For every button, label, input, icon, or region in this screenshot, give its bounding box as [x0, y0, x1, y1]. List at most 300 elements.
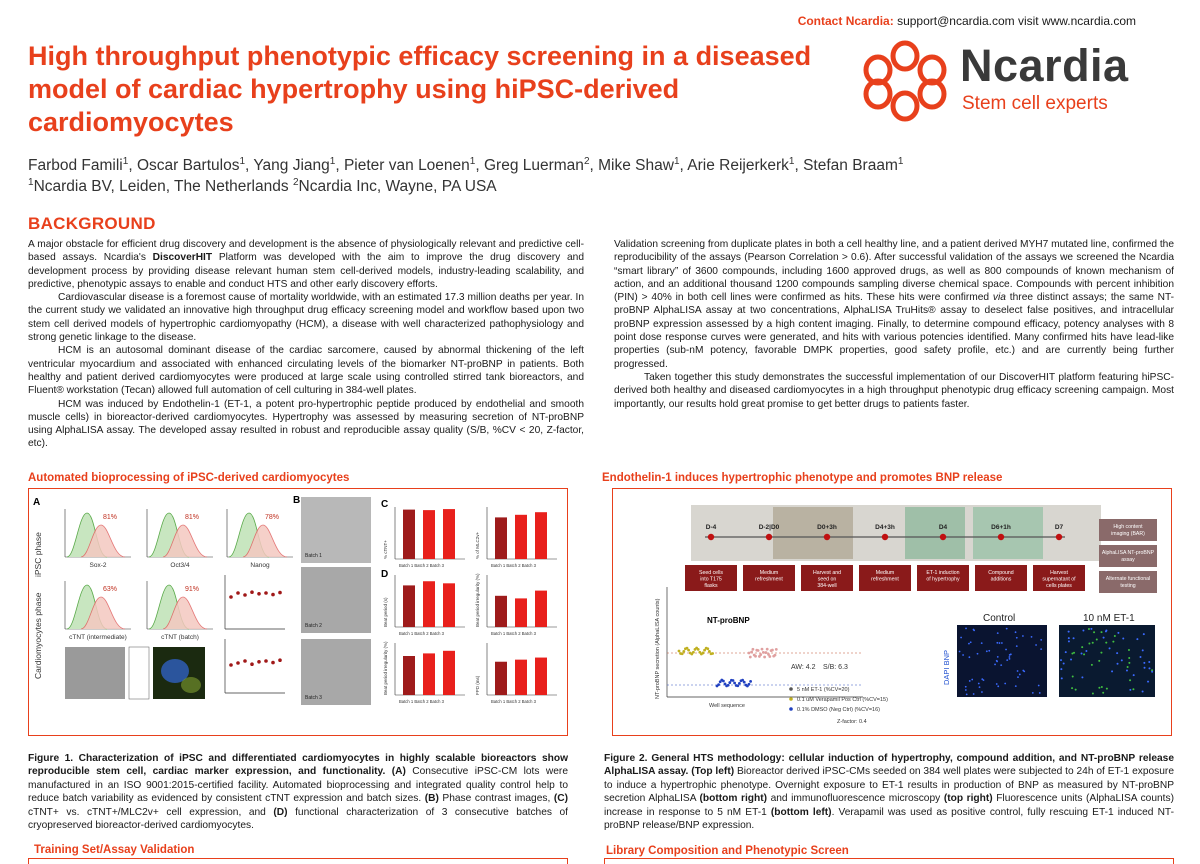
fluor-dot-et1: [1075, 689, 1077, 691]
bold-text: (bottom left): [770, 806, 832, 818]
bar-chart: [383, 575, 465, 636]
fluor-dot-et1: [1100, 652, 1102, 654]
background-left-column: [28, 238, 584, 451]
scatter-point: [257, 660, 261, 664]
bar-chart-xticks: Batch 1 Batch 2 Batch 3: [399, 631, 444, 636]
fluor-dot-control: [986, 650, 988, 652]
figure1-heading: Automated bioprocessing of iPSC-derived cardiomyocytes: [28, 472, 350, 484]
fluor-dot-et1: [1082, 629, 1084, 631]
fluor-dot-et1: [1105, 642, 1107, 644]
plot-point-dmso: [749, 680, 752, 683]
text-run: A major obstacle for efficient drug discovery and development is the absence of physiologically relevant and predictive cell-based assays. Ncardia's: [28, 239, 584, 264]
text-run: Bioreactor derived iPSC-CMs seeded on 384 well plates were subjected to 24h of ET-1 exposure to induce a hypertrophic phenotype. Overnight exposure to ET-1 results in production of BNP as measured by NT-proBNP secretion AlphaLISA: [604, 766, 1174, 805]
fluor-dot-et1: [1143, 633, 1145, 635]
fluor-dot-et1: [1098, 687, 1100, 689]
plot-point-verapamil: [678, 650, 681, 653]
text-run: Taken together this study demonstrates the successful implementation of our DiscoverHIT platform featuring hiPSC-derived both healthy and diseased cardiomyocytes in a high throughput phenotypic drug efficacy screening campaign. Most importantly, our results hold great promise to get better drugs to patients faster.: [614, 371, 1174, 410]
plot-point-verapamil: [706, 647, 709, 650]
fig2-readout-boxes: [1099, 519, 1157, 593]
fluor-dot-et1: [1142, 649, 1144, 651]
fluor-dot-et1: [1109, 647, 1111, 649]
fluor-dot-et1: [1129, 679, 1131, 681]
fluor-dot-control: [1008, 656, 1010, 658]
fluor-dot-et1: [1121, 659, 1123, 661]
fluor-dot-et1: [1091, 664, 1093, 666]
plot-point-et1: [754, 655, 757, 658]
fluor-dot-et1: [1148, 667, 1150, 669]
affiliation-sup: 2: [292, 176, 299, 188]
library-section-title: Library Composition and Phenotypic Screen: [606, 845, 849, 857]
timeline-step-text: ET-1 induction: [926, 570, 960, 576]
plot-point-et1: [750, 651, 753, 654]
plot-point-et1: [763, 656, 766, 659]
fluor-dot-et1: [1143, 662, 1145, 664]
fluor-dot-control: [1001, 642, 1003, 644]
affiliation-text: Ncardia BV, Leiden, The Netherlands: [33, 178, 289, 195]
fluor-dot-control: [997, 632, 999, 634]
fluor-dot-et1: [1070, 659, 1072, 661]
flow-label: Sox-2: [89, 562, 107, 569]
fluor-dot-et1: [1098, 660, 1100, 662]
plot-point-dmso: [736, 684, 739, 687]
timeline-dot: [708, 534, 714, 540]
fig2-stat-sb: S/B: 6.3: [823, 664, 848, 671]
fluor-dot-control: [977, 653, 979, 655]
fig1-mini-chart: [129, 647, 149, 699]
author-sup: 1: [329, 155, 336, 167]
fluor-dot-et1: [1132, 688, 1134, 690]
fluor-dot-et1: [1139, 656, 1141, 658]
bar: [403, 656, 415, 695]
figure2-panel: [612, 488, 1172, 736]
fluor-dot-control: [997, 656, 999, 658]
fluor-dot-control: [1006, 628, 1008, 630]
bar-chart-ylabel: % of MLC2v+: [475, 531, 480, 559]
poster-title: High throughput phenotypic efficacy screening in a diseased model of cardiac hypertrophy using hiPSC-derived cardiomyocytes: [28, 41, 812, 137]
training-section-title: Training Set/Assay Validation: [34, 844, 195, 856]
timeline-step-text: Harvest and: [813, 570, 841, 576]
fluor-dot-et1: [1101, 686, 1103, 688]
bar: [423, 653, 435, 695]
bar: [423, 581, 435, 627]
plot-point-dmso: [743, 681, 746, 684]
timeline-step-text: 384-well: [817, 583, 837, 589]
plot-point-dmso: [728, 681, 731, 684]
fluor-dot-et1: [1117, 663, 1119, 665]
timeline-day: D-4: [705, 524, 717, 531]
bar: [495, 596, 507, 627]
bar: [535, 512, 547, 559]
author-sup: 1: [673, 155, 680, 167]
timeline-step-text: Seed cells: [699, 570, 723, 576]
timeline-day: D4: [938, 524, 948, 531]
flow-histogram: [147, 509, 213, 569]
fluor-dot-control: [1005, 649, 1007, 651]
timeline-step-text: supernatant of: [1042, 576, 1076, 583]
background-paragraph: [28, 398, 584, 451]
bar-chart-xticks: Batch 1 Batch 2 Batch 3: [399, 699, 444, 704]
scatter-point: [236, 661, 240, 665]
bar: [443, 583, 455, 627]
caption-title: Figure 1. Characterization of iPSC and differentiated cardiomyocytes in highly scalable bioreactors show reproducible stem cell, cardiac marker expression, and functionality.: [28, 753, 568, 778]
fluor-dot-control: [962, 654, 964, 656]
fig2-stat-zfactor: Z-factor: 0.4: [837, 719, 867, 725]
plot-point-verapamil: [682, 650, 685, 653]
timeline-dot: [998, 534, 1004, 540]
plot-point-dmso: [738, 682, 741, 685]
plot-point-et1: [765, 651, 768, 654]
plot-point-et1: [748, 652, 751, 655]
affiliations: [28, 178, 497, 196]
fluor-dot-et1: [1088, 628, 1090, 630]
text-run: Phase contrast images,: [438, 793, 554, 805]
scatter-point: [264, 591, 268, 595]
plot-point-et1: [768, 655, 771, 658]
bar: [403, 585, 415, 627]
fig2-plot-xlabel: Well sequence: [709, 703, 745, 709]
bar: [443, 651, 455, 695]
timeline-dot: [1056, 534, 1062, 540]
readout-text: High content: [1113, 524, 1143, 530]
fluor-dot-et1: [1068, 631, 1070, 633]
italic-text: via: [992, 292, 1006, 304]
fig2-image-control: [957, 625, 1047, 697]
author-name: Arie Reijerkerk: [687, 157, 789, 174]
fluor-dot-et1: [1092, 692, 1094, 694]
fluor-dot-et1: [1081, 676, 1083, 678]
background-heading: BACKGROUND: [28, 214, 156, 233]
phase-contrast-batch-label: Batch 3: [305, 695, 322, 701]
fig1-panel-label-d: D: [381, 569, 389, 580]
bar-chart-xticks: Batch 1 Batch 2 Batch 3: [491, 699, 536, 704]
flow-histogram: [147, 581, 213, 641]
fluor-dot-control: [968, 643, 970, 645]
readout-text: imaging (BAR): [1111, 531, 1145, 537]
fluor-dot-et1: [1105, 630, 1107, 632]
fluor-dot-et1: [1071, 687, 1073, 689]
fig2-plot-ylabel: NT-proBNP secretion (AlphaLISA counts): [655, 598, 661, 699]
timeline-step-text: additions: [990, 576, 1012, 583]
fluor-dot-et1: [1102, 692, 1104, 694]
author-name: Farbod Famili: [28, 157, 123, 174]
flow-percent: 63%: [102, 586, 117, 593]
text-run: Validation screening from duplicate plates in both a cell healthy line, and a patient derived MYH7 mutated line, confirmed the reproducibility of the assays (Pearson Correlation > 0.6). After successful validation of the assays we screened the Ncardia “smart library” of 3600 compounds, including 1600 approved drugs, as well as 800 compounds of known mechanism of action, and an additional thousand 1200 compounds sampling diverse chemical space. Compounds with percent inhibition (PIN) > 40% in both cell lines were confirmed as hits. These hits were confirmed: [614, 239, 1174, 304]
training-section-box: [28, 858, 568, 864]
timeline-step-text: of hypertrophy: [926, 576, 960, 583]
fluor-dot-control: [1015, 631, 1017, 633]
fig2-image-label-control: Control: [983, 613, 1016, 624]
timeline-day: D7: [1054, 524, 1064, 531]
plot-point-verapamil: [711, 652, 714, 655]
timeline-dot: [824, 534, 830, 540]
author-name: Stefan Braam: [803, 157, 898, 174]
bar: [515, 660, 527, 695]
scatter-point: [278, 591, 282, 595]
ncardia-logo: [862, 40, 1152, 120]
fluor-dot-control: [997, 685, 999, 687]
text-run: HCM is an autosomal dominant disease of the cardiac sarcomere, caused by abnormal thickening of the left ventricular myocardium and associated with enhanced circulating levels of the biomarker NT-proBNP in patients. Both healthy and patient derived cardiomyocytes were produced at large scale using controlled stirred tank bioreactors, and Fluent® workstation (Tecan) allowed full automation of cell culturing in 384-well plates.: [28, 345, 584, 397]
scatter-point: [264, 659, 268, 663]
plot-point-verapamil: [681, 652, 684, 655]
bold-text: (A): [391, 766, 406, 778]
readout-text: AlphaLISA NT-proBNP: [1101, 550, 1155, 556]
timeline-step-text: flasks: [704, 583, 718, 589]
fluor-dot-et1: [1151, 671, 1153, 673]
fluor-dot-control: [1006, 659, 1008, 661]
timeline-dot: [766, 534, 772, 540]
fluor-dot-et1: [1126, 669, 1128, 671]
fluor-dot-control: [981, 642, 983, 644]
fluor-dot-control: [973, 693, 975, 695]
bar: [403, 510, 415, 559]
scatter-point: [229, 595, 233, 599]
fluor-dot-et1: [1068, 637, 1070, 639]
author-name: Greg Luerman: [483, 157, 584, 174]
fluor-dot-control: [1039, 692, 1041, 694]
scatter-point: [236, 591, 240, 595]
timeline-step-text: refreshment: [755, 576, 783, 583]
fig1-panel-label-b: B: [293, 495, 301, 506]
bar-chart: [383, 507, 465, 568]
bar: [423, 510, 435, 559]
fluor-dot-et1: [1111, 670, 1113, 672]
readout-box: [1099, 571, 1157, 593]
fluor-dot-control: [981, 691, 983, 693]
fluor-dot-control: [968, 656, 970, 658]
plot-point-dmso: [748, 683, 751, 686]
fluor-dot-et1: [1117, 632, 1119, 634]
bar-chart: [475, 573, 557, 636]
flow-percent: 81%: [184, 514, 199, 521]
flow-histogram: [227, 509, 293, 569]
flow-label: Oct3/4: [170, 562, 190, 569]
timeline-day: D-2|D0: [758, 524, 780, 531]
text-run: and immunofluorescence microscopy: [767, 793, 944, 805]
readout-text: Alternate functional: [1105, 576, 1151, 582]
bar-chart-ylabel: FPD (ms): [475, 675, 480, 695]
fluor-dot-control: [1032, 692, 1034, 694]
plot-point-et1: [752, 648, 755, 651]
fluor-dot-control: [996, 642, 998, 644]
fluor-dot-et1: [1063, 663, 1065, 665]
readout-box: [1099, 519, 1157, 541]
fluor-dot-et1: [1085, 650, 1087, 652]
text-run: Cardiovascular disease is a foremost cause of mortality worldwide, with an estimated 17.3 million deaths per year. In the current study we validated an innovative high throughput drug efficacy screening model and workflow based upon two stem cell derived models of hypertrophic cardiomyopathy (HCM), a disease with well characterized pathophysiology and strong genetic linkage to the disease.: [28, 292, 584, 344]
fig1-row-label-ipsc: iPSC phase: [33, 532, 43, 577]
fluor-dot-control: [981, 678, 983, 680]
fluor-dot-et1: [1142, 690, 1144, 692]
author-name: Yang Jiang: [253, 157, 330, 174]
scatter-point: [278, 658, 282, 662]
fluor-dot-et1: [1106, 688, 1108, 690]
background-right-column: [614, 238, 1174, 411]
flow-plots: [65, 509, 293, 641]
fig2-image-label-et1: 10 nM ET-1: [1083, 613, 1135, 624]
fluor-dot-et1: [1081, 653, 1083, 655]
timeline-day: D0+3h: [817, 524, 837, 531]
scatter-point: [257, 592, 261, 596]
fluor-dot-control: [965, 686, 967, 688]
timeline-step-text: cells plates: [1046, 583, 1072, 589]
fluor-dot-control: [994, 664, 996, 666]
fluor-dot-control: [1010, 653, 1012, 655]
author-sup: 2: [583, 155, 590, 167]
bar-chart-xticks: Batch 1 Batch 2 Batch 3: [491, 631, 536, 636]
fluor-dot-control: [1016, 637, 1018, 639]
flow-histogram: [65, 509, 131, 569]
bold-text: (C): [553, 793, 568, 805]
fluor-dot-et1: [1129, 689, 1131, 691]
contact-text: support@ncardia.com visit www.ncardia.com: [897, 14, 1136, 28]
fluor-dot-control: [970, 641, 972, 643]
author-sup: 1: [788, 155, 795, 167]
flow-histogram: [65, 581, 131, 641]
fluor-dot-control: [971, 679, 973, 681]
flow-percent: 78%: [264, 514, 279, 521]
bold-text: (top right): [943, 793, 993, 805]
bold-text: (bottom right): [699, 793, 768, 805]
fig1-bar-charts: [383, 507, 557, 704]
fluor-dot-control: [1015, 685, 1017, 687]
fig1-batch-scatter-1: [225, 575, 285, 629]
fluor-dot-control: [969, 680, 971, 682]
fluor-dot-control: [1019, 674, 1021, 676]
fluor-dot-control: [978, 683, 980, 685]
fluor-dot-control: [1022, 635, 1024, 637]
plot-point-et1: [766, 648, 769, 651]
text-run: Fluorescence units (AlphaLISA counts) increase in response to 5 nM ET-1: [604, 793, 1174, 818]
text-run: cTNT+ vs. cTNT+/MLC2v+ cell expression, and: [28, 806, 274, 818]
author-list: Farbod Famili$^1$, Oscar Bartulos$^1$, Yang Jiang$^1$, Pieter van Loenen$^1$, Greg Luerman$^2$, Mike Shaw$^1$, Arie Reijerkerk$^1$, Stefan Braam$^1$: [28, 155, 904, 174]
background-paragraph: [28, 238, 584, 291]
author-sup: 1: [897, 155, 904, 167]
bar: [535, 591, 547, 627]
fig1-panel-label-a: A: [33, 497, 41, 508]
fluor-dot-et1: [1148, 661, 1150, 663]
fig1-batch-scatter-2: [225, 639, 285, 693]
fluor-dot-et1: [1127, 666, 1129, 668]
scatter-point: [271, 593, 275, 597]
affiliation-text: Ncardia Inc, Wayne, PA USA: [298, 178, 497, 195]
fluor-dot-et1: [1068, 640, 1070, 642]
plot-point-et1: [762, 651, 765, 654]
caption-title: Figure 2. General HTS methodology: cellular induction of hypertrophy, compound addition, and NT-proBNP release AlphaLISA assay.: [604, 753, 1174, 778]
plot-point-verapamil: [687, 649, 690, 652]
fluor-dot-et1: [1147, 681, 1149, 683]
fluor-dot-et1: [1116, 652, 1118, 654]
fluor-dot-control: [1040, 639, 1042, 641]
timeline-step-text: seed on: [817, 576, 837, 583]
fluor-dot-et1: [1112, 641, 1114, 643]
bold-text: (B): [424, 793, 439, 805]
fig2-plot-legend: [789, 687, 888, 713]
bold-text: (D): [273, 806, 288, 818]
timeline-step-text: Medium: [759, 570, 779, 576]
fluor-dot-control: [999, 642, 1001, 644]
fluor-dot-et1: [1083, 653, 1085, 655]
background-paragraph: [614, 238, 1174, 371]
fluor-dot-et1: [1096, 639, 1098, 641]
author-name: Oscar Bartulos: [136, 157, 240, 174]
bold-text: DiscoverHIT: [152, 252, 213, 264]
readout-text: testing: [1120, 583, 1136, 589]
figure2-caption: [604, 752, 1174, 832]
fig1-phase-contrast-images: [301, 497, 371, 705]
fluor-dot-control: [960, 637, 962, 639]
fluor-dot-et1: [1092, 642, 1094, 644]
phase-contrast-batch-label: Batch 2: [305, 623, 322, 629]
fluor-dot-control: [1040, 648, 1042, 650]
bar: [495, 662, 507, 695]
author-sup: 1: [239, 155, 246, 167]
bar: [515, 515, 527, 559]
flow-percent: 91%: [184, 586, 199, 593]
timeline-step-text: Medium: [875, 570, 895, 576]
plot-point-dmso: [727, 684, 730, 687]
text-run: HCM was induced by Endothelin-1 (ET-1, a potent pro-hypertrophic peptide produced by endothelial and smooth muscle cells) in bioreactor-derived cardiomyocytes. Hypertrophy was assessed by measuring secretion of NT-proBNP using AlphaLISA assay. The developed assay resulted in robust and reproducible assay quality (S/B, %CV < 20, Z-factor, etc).: [28, 398, 584, 450]
timeline-dot: [940, 534, 946, 540]
fluor-dot-et1: [1088, 643, 1090, 645]
logo-tagline: Stem cell experts: [962, 93, 1108, 114]
fluor-dot-control: [966, 693, 968, 695]
background-paragraph: [614, 371, 1174, 411]
author-sup: 1: [469, 155, 476, 167]
timeline-day: D4+3h: [875, 524, 895, 531]
fluor-dot-control: [996, 660, 998, 662]
scatter-point: [243, 593, 247, 597]
fig2-image-et1: [1059, 625, 1155, 697]
fluor-dot-et1: [1122, 637, 1124, 639]
bar: [495, 517, 507, 559]
fluor-dot-control: [1031, 636, 1033, 638]
bar-chart: [383, 641, 465, 704]
figure2-heading: Endothelin-1 induces hypertrophic phenotype and promotes BNP release: [602, 472, 1003, 484]
timeline-step-text: into T175: [700, 576, 722, 583]
fig1-row-label-cardio: Cardiomyocytes phase: [33, 592, 43, 679]
fig2-legend-verapamil: 0.1 uM Verapamil Pos Ctrl (%CV=15): [797, 697, 888, 703]
scatter-point: [250, 662, 254, 666]
fig1-panel-label-c: C: [381, 499, 389, 510]
plot-point-et1: [749, 656, 752, 659]
bar-chart-ylabel: Beat period irregularity (%): [383, 641, 388, 695]
fluor-dot-control: [1038, 685, 1040, 687]
plot-point-et1: [775, 648, 778, 651]
readout-text: assay: [1121, 557, 1135, 563]
plot-point-verapamil: [702, 652, 705, 655]
fluor-dot-et1: [1128, 649, 1130, 651]
flow-label: cTNT (intermediate): [69, 634, 127, 641]
fluor-dot-control: [1035, 644, 1037, 646]
plot-point-et1: [771, 649, 774, 652]
contact-label: Contact Ncardia:: [797, 14, 894, 28]
plot-point-dmso: [732, 679, 735, 682]
fig2-plot-title: NT-proBNP: [707, 616, 750, 625]
fluor-dot-control: [979, 686, 981, 688]
fluor-dot-control: [1009, 658, 1011, 660]
plot-point-dmso: [717, 683, 720, 686]
author-name: Pieter van Loenen: [343, 157, 470, 174]
bar-chart-xticks: Batch 1 Batch 2 Batch 3: [491, 563, 536, 568]
bar-chart-ylabel: % cTNT+: [383, 540, 388, 559]
fluor-dot-control: [1000, 664, 1002, 666]
fluor-dot-et1: [1144, 667, 1146, 669]
bar-chart: [475, 643, 557, 704]
fluor-dot-control: [1017, 670, 1019, 672]
fluor-dot-control: [988, 650, 990, 652]
fluor-dot-control: [965, 628, 967, 630]
fluor-dot-et1: [1090, 628, 1092, 630]
timeline-step-text: Compound: [988, 570, 1014, 576]
